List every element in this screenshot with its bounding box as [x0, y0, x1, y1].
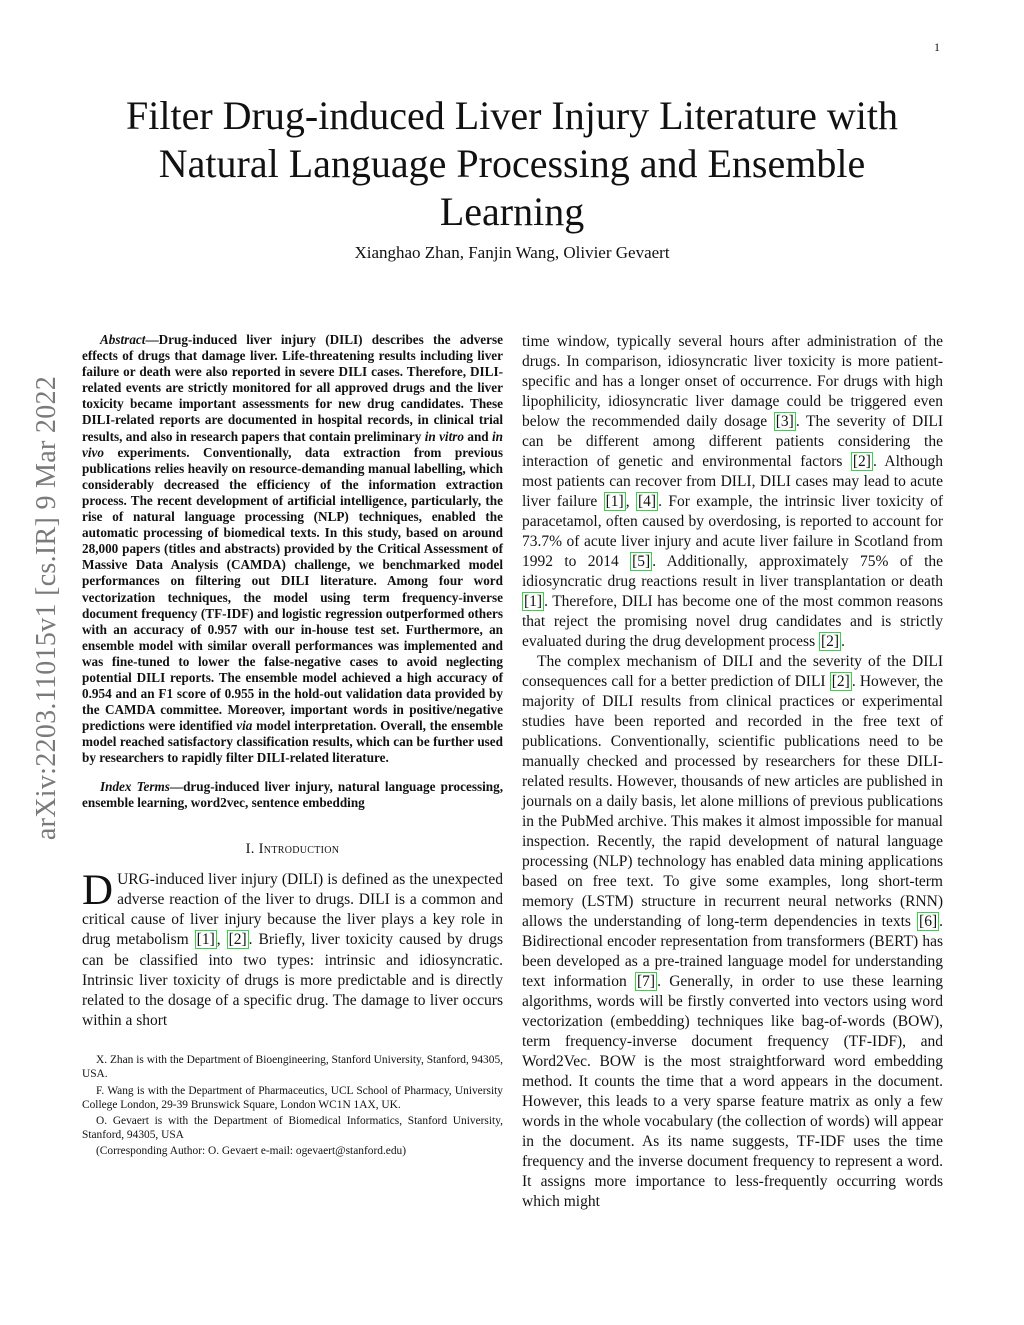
- drop-cap: D: [82, 866, 114, 914]
- arxiv-identifier: arXiv:2203.11015v1 [cs.IR] 9 Mar 2022: [31, 375, 62, 841]
- body-paragraph-2: [522, 652, 943, 1212]
- citation-link[interactable]: [3]: [775, 413, 794, 430]
- intro-text-1: URG-induced liver injury (DILI) is defined as the unexpected adverse reaction of the liver to drugs. DILI is a common and critical cause of liver injury because the liver plays a key role in drug metabolism: [82, 870, 503, 949]
- body-text: . The severity of DILI can be different among different patients considering the interaction of genetic and environmental factors: [522, 413, 943, 470]
- author-list: Xianghao Zhan, Fanjin Wang, Olivier Gevaert: [354, 243, 670, 262]
- body-text: . Bidirectional encoder representation from transformers (BERT) has been developed as a pre-trained language model for understanding text information: [522, 913, 943, 990]
- body-text: . However, the majority of DILI results from clinical practices or experimental studies have been reported and recorded in the free text of publications. Conventionally, scientific publications need to be manually checked and processed by researchers for these DILI-related results. However, thousands of new articles are published in journals on a daily basis, let alone millions of previous publications in the PubMed archive. This makes it almost impossible for manual inspection. Recently, the rapid development of natural language processing (NLP) technology has enabled data mining applications based on free text. To give some examples, long short-term memory (LSTM) structure in recurrent neural networks (RNN) allows the understanding of long-term dependencies in texts: [522, 673, 943, 930]
- citation-separator: ,: [216, 931, 227, 949]
- abstract-text-3: model interpretation. Overall, the ensemble model reached satisfactory classification results, which can be further used by researchers to rapidly filter DILI-related literature.: [82, 718, 503, 766]
- index-terms: [82, 779, 503, 811]
- citation-link[interactable]: [1]: [524, 593, 543, 610]
- body-paragraph-1: [522, 332, 943, 652]
- page-number: 1: [934, 40, 940, 54]
- citation-link[interactable]: [2]: [852, 453, 871, 470]
- citation-link[interactable]: [4]: [637, 493, 657, 510]
- right-column: [522, 332, 943, 1212]
- abstract: [82, 332, 503, 767]
- citation-link[interactable]: [1]: [196, 931, 215, 949]
- body-text: . Generally, in order to use these learning algorithms, words will be firstly converted into vectors using word vectorization (embedding) techniques like bag-of-words (BOW), term frequency-inverse document frequency (TF-IDF), and Word2Vec. BOW is the most straightforward word embedding method. It counts the time that a word appears in the document. However, this leads to a very sparse feature matrix as only a few words in the whole vocabulary (the collection of words) will appear in the document. As its name suggests, TF-IDF uses the time frequency and the inverse document frequency to represent a word. It assigns more importance to less-frequently occurring words which might: [522, 973, 943, 1210]
- intro-text-2: . Briefly, liver toxicity caused by drugs can be classified into two types: intrinsic and idiosyncratic. Intrinsic liver toxicity of drugs is more predictable and is directly related to the dosage of a specific drug. The damage to liver occurs within a short: [82, 931, 503, 1030]
- author-footnotes: [82, 1053, 503, 1158]
- body-text: The complex mechanism of DILI and the severity of the DILI consequences call for a better prediction of DILI: [522, 653, 943, 690]
- index-terms-text: —drug-induced liver injury, natural language processing, ensemble learning, word2vec, sentence embedding: [82, 778, 503, 810]
- body-text: time window, typically several hours after administration of the drugs. In comparison, idiosyncratic liver toxicity is more patient-specific and has a longer onset of occurrence. For drugs with high lipophilicity, idiosyncratic liver damage could be triggered even below the recommended daily dosage: [522, 333, 943, 430]
- footnote-gevaert: O. Gevaert is with the Department of Biomedical Informatics, Stanford University, Stanford, 94305, USA: [82, 1114, 503, 1141]
- abstract-text-2: experiments. Conventionally, data extraction from previous publications relies heavily on resource-demanding manual labelling, which considerably decreased the efficiency of the information extraction process. The recent development of artificial intelligence, particularly, the rise of natural language processing (NLP) techniques, enabled the automatic processing of biomedical texts. In this study, based on around 28,000 papers (titles and abstracts) provided by the Critical Assessment of Massive Data Analysis (CAMDA) challenge, we benchmarked model performances on filtering out DILI literature. Among four word vectorization techniques, the model using term frequency-inverse document frequency (TF-IDF) and logistic regression outperformed others with an accuracy of 0.957 with our in-house test set. Furthermore, an ensemble model with similar overall performances was implemented and was fine-tuned to lower the false-negative cases to avoid neglecting potential DILI reports. The ensemble model achieved a high accuracy of 0.954 and an F1 score of 0.955 in the hold-out validation data provided by the CAMDA committee. Moreover, important words in positive/negative predictions were identified: [82, 444, 503, 734]
- section-heading-introduction: [82, 841, 503, 858]
- index-terms-label: Index Terms: [100, 778, 170, 794]
- section-title: Introduction: [258, 840, 340, 857]
- footnote-zhan: X. Zhan is with the Department of Bioengineering, Stanford University, Stanford, 94305, USA.: [82, 1054, 503, 1081]
- citation-link[interactable]: [7]: [636, 973, 656, 990]
- citation-link[interactable]: [2]: [821, 633, 840, 650]
- body-text: . Although most patients can recover from DILI, DILI cases may lead to acute liver failure: [522, 453, 943, 510]
- abstract-label: Abstract: [100, 332, 146, 347]
- abstract-in-vivo: in vivo: [82, 428, 504, 460]
- section-number: I.: [245, 840, 255, 857]
- citation-link[interactable]: [6]: [919, 913, 938, 930]
- body-text: ,: [625, 493, 636, 510]
- footnote-corresponding-author: (Corresponding Author: O. Gevaert e-mail: ogevaert@stanford.edu): [96, 1144, 407, 1157]
- footnote-wang: F. Wang is with the Department of Pharmaceutics, UCL School of Pharmacy, University College London, 29-39 Brunswick Square, London WC1N 1AX, UK.: [82, 1084, 503, 1111]
- left-column: [82, 332, 503, 1160]
- abstract-in-vitro: in vitro: [424, 428, 464, 444]
- citation-link[interactable]: [5]: [632, 553, 651, 570]
- body-text: .: [841, 633, 845, 650]
- citation-link[interactable]: [2]: [228, 931, 247, 949]
- abstract-via: via: [236, 718, 253, 734]
- body-text: . For example, the intrinsic liver toxicity of paracetamol, often caused by overdosing, is reported to account for 73.7% of acute liver injury and acute liver failure in Scotland from 1992 to 2014: [522, 493, 943, 570]
- citation-link[interactable]: [1]: [605, 493, 624, 510]
- body-text: . Additionally, approximately 75% of the idiosyncratic drug reactions result in liver transplantation or death: [522, 553, 943, 590]
- abstract-and: and: [463, 428, 493, 444]
- citation-link[interactable]: [2]: [831, 673, 850, 690]
- intro-paragraph: [82, 866, 503, 1032]
- paper-title: Filter Drug-induced Liver Injury Literature with Natural Language Processing and Ensemble Learning: [126, 93, 898, 234]
- body-text: . Therefore, DILI has become one of the most common reasons that reject the promising novel drug candidates and is strictly evaluated during the drug development process: [522, 593, 943, 650]
- abstract-text-1: —Drug-induced liver injury (DILI) describes the adverse effects of drugs that damage liver. Life-threatening results including liver failure or death were also reported in severe DILI cases. Therefore, DILI-related events are strictly monitored for all approved drugs and the liver toxicity became important assessments for new drug candidates. These DILI-related reports are documented in hospital records, in clinical trial results, and also in research papers that contain preliminary: [82, 332, 503, 444]
